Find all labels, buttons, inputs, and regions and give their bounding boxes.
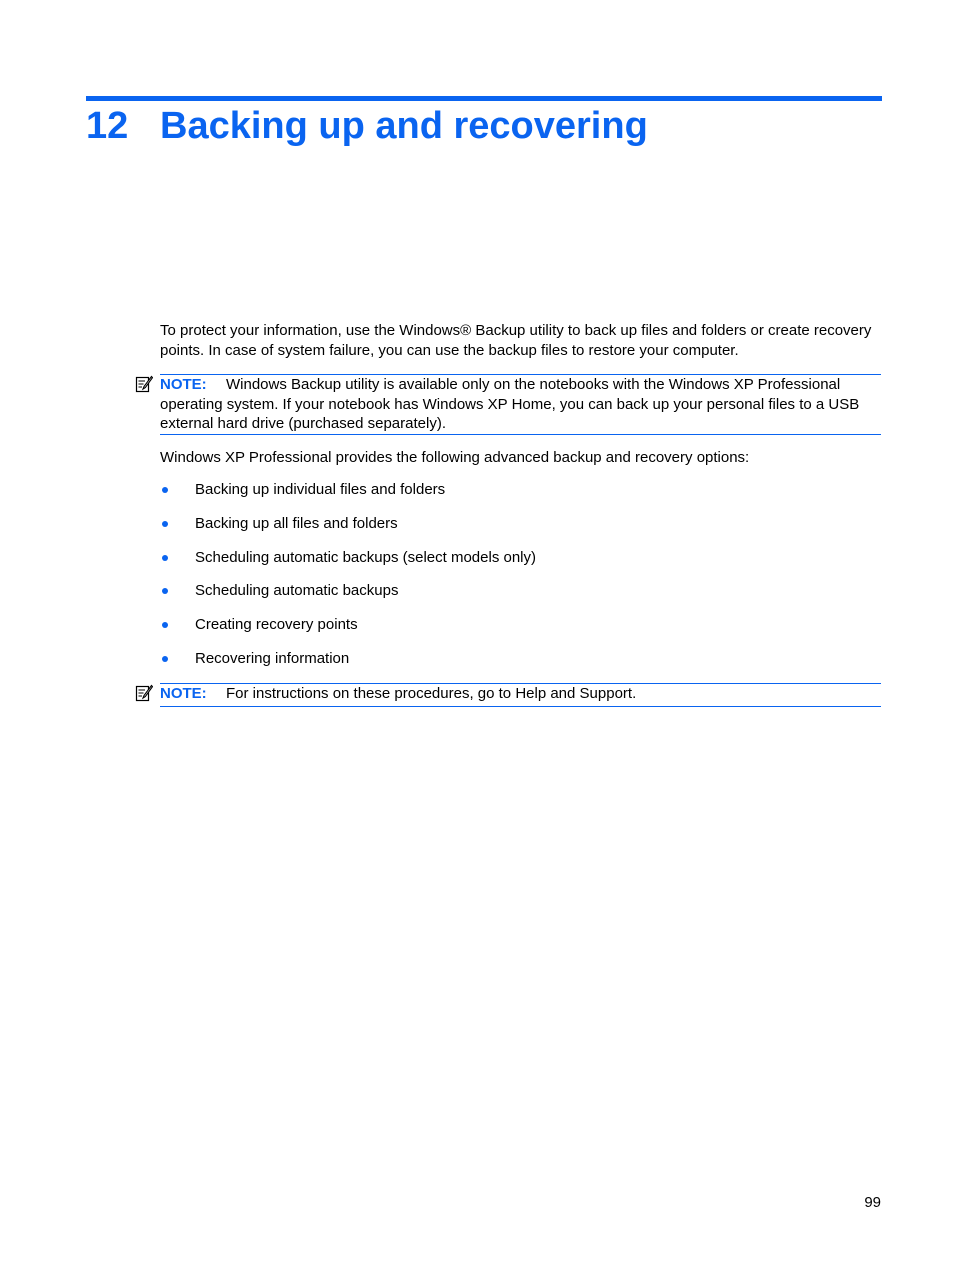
chapter-heading [86,100,648,152]
list-item-text: Scheduling automatic backups (select models only) [195,548,537,566]
note-pencil-icon [135,684,153,702]
list-item-text: Recovering information [195,649,350,667]
list-item-text: Creating recovery points [195,616,358,634]
note-label: NOTE: [160,685,207,702]
list-item-text: Scheduling automatic backups [195,582,399,600]
list-item [160,615,536,649]
list-item [160,548,536,582]
list-item [160,480,536,514]
options-list [160,480,536,683]
note-text: Windows Backup utility is available only on the notebooks with the Windows XP Professional operating system. If your notebook has Windows XP Home, you can back up your personal files to a USB external hard drive (purchased separately). [160,376,860,432]
bullet-dot-icon [162,656,168,662]
note-box-1 [160,374,881,435]
bullet-dot-icon [162,521,168,527]
page-number: 99 [864,1194,881,1211]
note-box-2 [160,683,881,707]
list-item [160,514,536,548]
note-pencil-icon [135,375,153,393]
list-item [160,581,536,615]
chapter-number: 12 [86,105,129,147]
bullet-dot-icon [162,622,168,628]
list-item-text: Backing up individual files and folders [195,481,446,498]
note-text: For instructions on these procedures, go to Help and Support. [226,685,637,702]
note-label: NOTE: [160,376,207,393]
list-item-text: Backing up all files and folders [195,514,398,532]
bullet-dot-icon [162,487,168,493]
chapter-title: Backing up and recovering [160,105,648,147]
bullet-dot-icon [162,588,168,594]
intro-paragraph: To protect your information, use the Windows® Backup utility to back up files and folders or create recovery points. In case of system failure, you can use the backup files to restore your computer. [160,322,872,359]
list-item [160,649,536,683]
options-intro: Windows XP Professional provides the following advanced backup and recovery options: [160,449,750,466]
bullet-dot-icon [162,555,168,561]
